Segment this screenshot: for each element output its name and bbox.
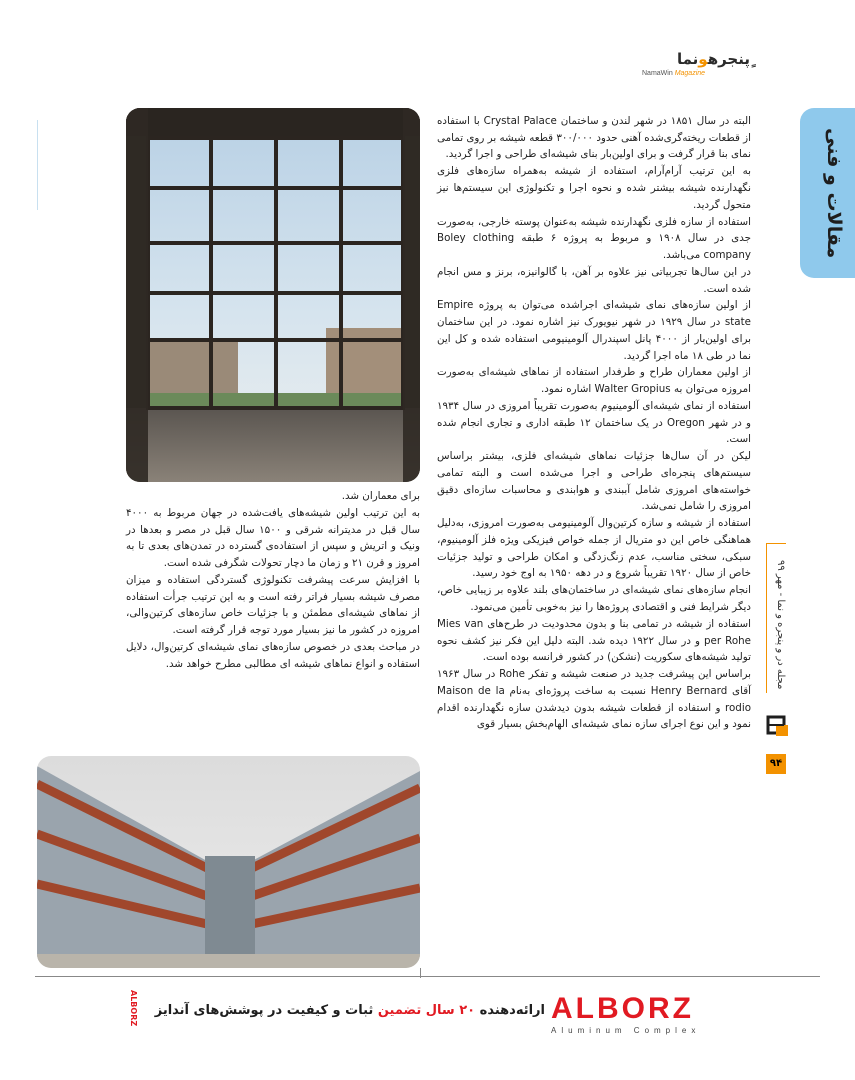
paragraph: استفاده از شیشه در تمامی بنا و بدون محدودیت در طرح‌های Mies van per Rohe و در سال ۱۹۲۲ دیده شد. البته دلیل این فکر نیز کشف نحوه تولید شیشه‌های سکوریت (نشکن) در کشور فرانسه بوده است.	[437, 617, 752, 664]
footer-side-brand: ALBORZ	[129, 990, 138, 1027]
paragraph: از اولین سازه‌های نمای شیشه‌ای اجراشده می‌توان به پروژه Empire state در سال ۱۹۲۹ در شهر نیویورک نیز اشاره نمود. در این ساختمان برای اولین‌بار از ۴۰۰۰ پانل اسپندرال آلومینیومی استفاده شده و کل این نما در طی ۱۸ ماه اجرا گردید.	[437, 299, 752, 362]
paragraph: لیکن در آن سال‌ها جزئیات نماهای شیشه‌ای فلزی، بیشتر براساس سیستم‌های پنجره‌ای طراحی و اجرا می‌شده است و البته تمامی خواسته‌های امروزی شامل آببندی و هوابندی و محاسبات سازه‌ای دقیق امروزی را شامل نمی‌شد.	[437, 450, 751, 513]
paragraph: استفاده از شیشه و سازه کرتین‌وال آلومینیومی به‌صورت امروزی، به‌دلیل هماهنگی خاص این دو متریال از جمله خواص فیزیکی ویژه فلز آلومینیوم، سبکی، سختی مناسب، عدم زنگ‌زدگی و امکان طراحی و تولید جزئیات خاص از سال ۱۹۲۰ تقریباً شروع و در دهه ۱۹۵۰ به اوج خود رسید.	[437, 517, 751, 580]
logo-sub-name: NamaWin	[642, 70, 673, 77]
brand-subtitle: Aluminum Complex	[551, 1026, 701, 1035]
section-title: مقالات و فنی	[823, 127, 845, 259]
paragraph: انجام سازه‌های نمای شیشه‌ای در ساختمان‌های بلند علاوه بر زیبایی خاص، دیگر شرایط فنی و اقتصادی پروژه‌ها را نیز به‌خوبی تأمین می‌نمود.	[437, 584, 751, 614]
logo-subtitle	[642, 70, 705, 77]
paragraph: با افزایش سرعت پیشرفت تکنولوژی گستردگی استفاده و میزان مصرف شیشه بسیار فراتر رفته است و به این ترتیب جرأت استفاده از نماهای شیشه‌ای مطمئن و با جزئیات خاص سازه‌های کرتین‌والی، امروزه در کشور ما نیز بسیار مورد توجه قرار گرفته است.	[126, 573, 420, 636]
magazine-issue-label: مجله در و پنجره و نما - مهر ۹۹	[775, 560, 786, 690]
paragraph: از اولین معماران طراح و طرفدار استفاده از نماهای شیشه‌ای به‌صورت امروزه می‌توان به Walter Gropius اشاره نمود.	[437, 366, 751, 396]
logo-word-2: و	[698, 50, 708, 68]
paragraph: به این ترتیب اولین شیشه‌های یافت‌شده در جهان مربوط به ۴۰۰۰ سال قبل در مدیترانه شرقی و ۱۵۰۰ سال قبل در مصر و بعدها در ونیک و اتریش و سپس از استفاده‌ی گسترده در تمدن‌های بعدی تا به امروز و قرن ۲۱ و زمان ما دچار تحولات شگرفی شده است.	[126, 506, 420, 569]
window-logo-icon	[765, 715, 789, 737]
magazine-logo	[640, 50, 750, 80]
side-vertical-divider	[766, 543, 767, 693]
slogan-part-1: ارائه‌دهنده	[479, 1003, 545, 1018]
paragraph: در این سال‌ها تجربیاتی نیز علاوه بر آهن، با گالوانیزه، برنز و مس انجام شده است.	[437, 265, 751, 295]
article-column-left	[126, 488, 420, 672]
margin-mark	[37, 120, 38, 210]
slogan-highlight: ۲۰ سال تضمین	[377, 1003, 476, 1018]
brand-name: ALBORZ	[551, 992, 694, 1025]
glass-curtain-wall-photo	[126, 108, 420, 482]
building-exterior-photo	[37, 756, 420, 968]
side-divider	[766, 543, 786, 544]
page-number: ۹۴	[766, 754, 786, 774]
footer-divider	[35, 976, 820, 977]
ad-slogan	[145, 1003, 545, 1018]
logo-sub-magazine: Magazine	[674, 70, 706, 77]
slogan-part-3: ثبات و کیفیت در پوشش‌های آندایز	[154, 1003, 374, 1018]
paragraph: برای معماران شد.	[341, 490, 420, 502]
paragraph: به این ترتیب آرام‌آرام، استفاده از شیشه به‌همراه سازه‌های فلزی نگهدارنده شیشه بیشتر شده و نحوه اجرا و تکنولوژی این سیستم‌ها نیز متحول گردید.	[437, 165, 751, 211]
paragraph: استفاده از نمای شیشه‌ای آلومینیوم به‌صورت تقریباً امروزی در سال ۱۹۳۴ و در شهر Oregon در یک ساختمان ۱۲ طبقه اداری و تجاری انجام شده است.	[437, 400, 752, 446]
paragraph: براساس این پیشرفت جدید در صنعت شیشه و تفکر Rohe در سال ۱۹۶۳ آقای Henry Bernard نسبت به ساخت پروژه‌ای به‌نام Maison de la rodio و استفاده از قطعات شیشه بدون دیدشدن سازه نگهدارنده اقدام نمود و این نوع اجرای سازه نمای شیشه‌ای الهام‌بخش بسیار قوی	[437, 668, 751, 731]
logo-wordmark	[677, 50, 750, 68]
alborz-logo	[551, 994, 731, 1038]
paragraph: استفاده از سازه فلزی نگهدارنده شیشه به‌عنوان پوسته خارجی، به‌صورت جدی در سال ۱۹۰۸ و مربوط به پروژه ۶ طبقه Boley clothing company می‌باشد.	[437, 215, 751, 261]
paragraph: در مباحث بعدی در خصوص سازه‌های نمای شیشه‌ای کرتین‌وال، دلایل استفاده و انواع نماهای شیشه ای مطالبی مطرح خواهد شد.	[126, 640, 420, 670]
paragraph: البته در سال ۱۸۵۱ در شهر لندن و ساختمان Crystal Palace با استفاده از قطعات ریخته‌گری‌شده آهنی حدود ۳۰۰/۰۰۰ قطعه شیشه بر روی تمامی نمای بنا قرار گرفت و برای اولین‌بار بنای شیشه‌ای طراحی و اجرا گردید.	[437, 115, 751, 161]
logo-word-1: ٍپنجره	[707, 50, 750, 68]
logo-word-3: نما	[676, 50, 699, 68]
footer-tick	[420, 968, 421, 978]
article-column-right	[437, 113, 751, 733]
section-tab	[800, 108, 855, 278]
